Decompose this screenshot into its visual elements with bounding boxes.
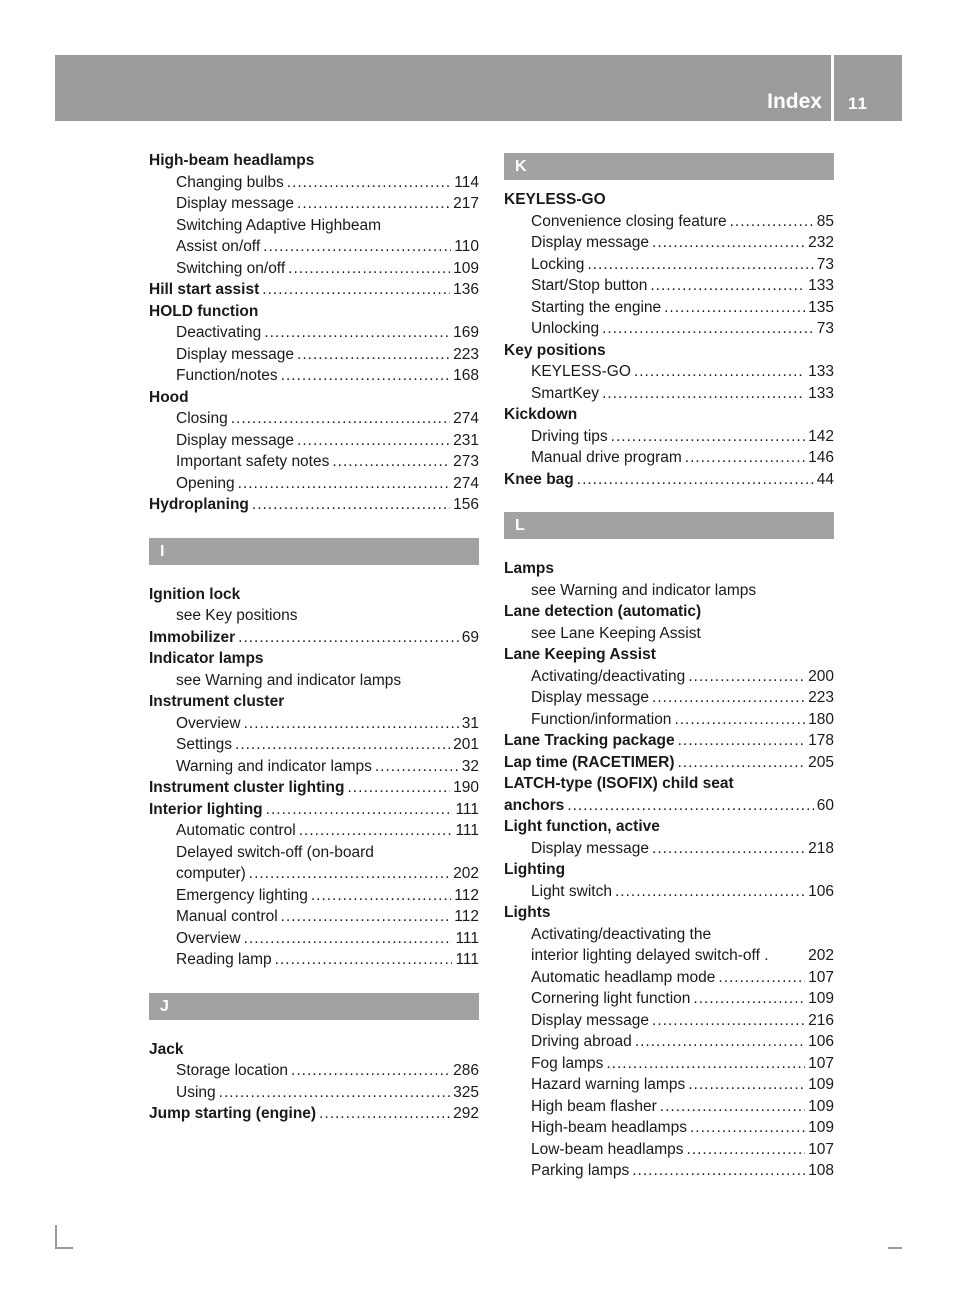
entry-label: Jump starting (engine) <box>149 1105 317 1122</box>
index-subentry <box>504 1031 834 1053</box>
index-subentry <box>504 232 834 254</box>
dot-leader <box>299 820 453 842</box>
dot-leader <box>602 318 814 340</box>
index-subentry <box>149 756 479 778</box>
entry-label: Locking <box>531 255 585 273</box>
entry-label: Instrument cluster <box>149 693 285 710</box>
entry-label: Overview <box>176 714 241 732</box>
entry-page-number: 114 <box>454 173 479 191</box>
entry-label: HOLD function <box>149 302 259 320</box>
index-subentry <box>149 863 479 885</box>
index-entry <box>504 730 834 752</box>
dot-leader <box>660 1096 805 1118</box>
dot-leader <box>262 279 450 301</box>
index-subentry <box>504 1010 834 1032</box>
index-section <box>149 993 479 1125</box>
index-subentry <box>149 215 479 237</box>
entry-label: Display message <box>176 345 295 363</box>
entry-label: Storage location <box>176 1062 289 1079</box>
entry-page-number: 202 <box>453 865 479 882</box>
entry-label: Overview <box>176 929 241 947</box>
entry-page-number: 108 <box>808 1162 834 1179</box>
index-column-left <box>149 150 479 1125</box>
index-subentry <box>149 906 479 928</box>
index-entry <box>149 150 479 172</box>
index-subentry <box>149 734 479 756</box>
index-subentry <box>149 1060 479 1082</box>
dot-leader <box>264 322 450 344</box>
index-subentry <box>504 687 834 709</box>
index-entry <box>149 279 479 301</box>
entry-page-number: 274 <box>453 474 479 492</box>
index-subentry <box>149 949 479 971</box>
dot-leader <box>650 275 805 297</box>
entry-page-number: 133 <box>808 363 834 380</box>
entry-page-number: 31 <box>461 714 479 732</box>
index-entry <box>504 601 834 623</box>
entry-page-number: 109 <box>808 1076 834 1093</box>
entry-label: Emergency lighting <box>176 886 308 904</box>
entry-label: Kickdown <box>504 406 578 423</box>
dot-leader <box>244 713 459 735</box>
index-subentry <box>149 605 479 627</box>
page-title: Index <box>767 90 822 113</box>
entry-label: SmartKey <box>531 384 600 402</box>
dot-leader <box>332 451 450 473</box>
dot-leader <box>319 1103 450 1125</box>
dot-leader <box>718 967 805 989</box>
page-number: 11 <box>848 94 868 113</box>
entry-label: Lighting <box>504 861 566 878</box>
entry-label: Lap time (RACETIMER) <box>504 753 675 771</box>
entry-page-number: 107 <box>808 1054 834 1072</box>
crop-mark-bottom-right <box>888 1247 902 1249</box>
entry-label: Manual drive program <box>531 449 682 466</box>
entry-page-number: 73 <box>816 320 834 337</box>
index-subentry <box>504 1053 834 1075</box>
entry-page-number: 216 <box>808 1011 834 1029</box>
entry-label: Changing bulbs <box>176 173 284 191</box>
section-letter-heading: L <box>504 512 834 539</box>
entry-page-number: 205 <box>808 753 834 771</box>
entry-label: Hill start assist <box>149 281 260 298</box>
index-subentry <box>504 211 834 233</box>
entry-label: High beam flasher <box>531 1097 657 1115</box>
index-subentry <box>504 1096 834 1118</box>
entry-page-number: 111 <box>455 800 479 818</box>
entry-label: Lights <box>504 904 551 921</box>
entry-label: Ignition lock <box>149 585 241 603</box>
index-entry <box>504 469 834 491</box>
entry-label: Immobilizer <box>149 628 236 646</box>
dot-leader <box>238 627 459 649</box>
entry-label: Instrument cluster lighting <box>149 779 345 796</box>
entry-label: Light switch <box>531 882 612 900</box>
entry-label: Low-beam headlamps <box>531 1140 684 1158</box>
entry-label: Hood <box>149 388 189 406</box>
entry-page-number: 273 <box>453 453 479 470</box>
dot-leader <box>685 447 805 469</box>
dot-leader <box>567 795 813 817</box>
entry-label: Display message <box>531 839 650 857</box>
index-entry <box>149 301 479 323</box>
entry-label: Function/notes <box>176 367 278 384</box>
index-subentry <box>504 1074 834 1096</box>
index-entry <box>504 404 834 426</box>
dot-leader <box>674 709 805 731</box>
index-entry <box>504 859 834 881</box>
dot-leader <box>615 881 805 903</box>
entry-page-number: 169 <box>453 324 479 341</box>
entry-label: Activating/deactivating the <box>531 925 712 943</box>
dot-leader <box>235 734 450 756</box>
entry-page-number: 112 <box>454 908 479 925</box>
entry-label: Activating/deactivating <box>531 667 686 685</box>
entry-label: Assist on/off <box>176 238 261 255</box>
entry-page-number: 200 <box>808 667 834 685</box>
index-subentry <box>149 322 479 344</box>
entry-label: Automatic control <box>176 822 296 839</box>
dot-leader <box>244 928 453 950</box>
index-subentry <box>149 344 479 366</box>
dot-leader <box>606 1053 805 1075</box>
dot-leader <box>252 494 450 516</box>
entry-label: Starting the engine <box>531 298 662 316</box>
index-subentry <box>149 473 479 495</box>
index-entry <box>149 691 479 713</box>
entry-label: Light function, active <box>504 818 660 835</box>
index-entry <box>149 648 479 670</box>
index-column-right <box>504 150 834 1182</box>
dot-leader <box>281 906 452 928</box>
dot-leader <box>652 687 805 709</box>
entry-page-number: 180 <box>808 710 834 728</box>
entry-label: Closing <box>176 410 228 427</box>
dot-leader <box>687 1139 806 1161</box>
index-subentry <box>504 297 834 319</box>
index-subentry <box>504 945 834 967</box>
index-entry <box>149 387 479 409</box>
entry-label: computer) <box>176 865 246 882</box>
dot-leader <box>664 297 805 319</box>
dot-leader <box>219 1082 450 1104</box>
entry-label: KEYLESS-GO <box>531 363 631 380</box>
index-subentry <box>149 172 479 194</box>
dot-leader <box>587 254 813 276</box>
index-subentry <box>504 580 834 602</box>
dot-leader <box>688 666 805 688</box>
index-entry <box>149 584 479 606</box>
dot-leader <box>693 988 805 1010</box>
dot-leader <box>238 473 451 495</box>
index-subentry <box>504 881 834 903</box>
entry-page-number: 107 <box>808 968 834 986</box>
entry-label: Delayed switch-off (on-board <box>176 843 374 861</box>
dot-leader <box>635 1031 805 1053</box>
entry-label: Indicator lamps <box>149 650 264 667</box>
entry-page-number: 44 <box>816 470 834 488</box>
index-subentry <box>149 820 479 842</box>
index-subentry <box>504 1117 834 1139</box>
entry-page-number: 218 <box>808 839 834 857</box>
index-entry <box>504 340 834 362</box>
index-section <box>149 150 479 516</box>
index-subentry <box>504 426 834 448</box>
entry-label: Function/information <box>531 710 672 728</box>
entry-label: Hazard warning lamps <box>531 1076 686 1093</box>
entry-page-number: 109 <box>808 1097 834 1115</box>
index-subentry <box>504 838 834 860</box>
entry-label: see Lane Keeping Assist <box>531 624 701 642</box>
entry-page-number: 146 <box>808 449 834 466</box>
index-subentry <box>149 408 479 430</box>
entry-page-number: 111 <box>455 951 479 968</box>
dot-leader <box>375 756 459 778</box>
entry-label: Key positions <box>504 341 606 359</box>
entry-label: High-beam headlamps <box>149 152 315 169</box>
entry-label: Manual control <box>176 908 278 925</box>
index-subentry <box>149 842 479 864</box>
entry-page-number: 133 <box>808 277 834 294</box>
dot-leader <box>291 1060 450 1082</box>
entry-label: Driving tips <box>531 427 608 445</box>
entry-page-number: 111 <box>455 822 479 839</box>
index-subentry <box>504 254 834 276</box>
dot-leader <box>297 193 450 215</box>
dot-leader <box>249 863 450 885</box>
entry-label: High-beam headlamps <box>531 1119 687 1136</box>
index-subentry <box>504 1139 834 1161</box>
entry-label: Switching Adaptive Highbeam <box>176 216 382 234</box>
entry-page-number: 111 <box>455 929 479 947</box>
entry-page-number: 136 <box>453 281 479 298</box>
entry-page-number: 135 <box>808 298 834 316</box>
entry-label: Driving abroad <box>531 1033 632 1050</box>
dot-leader <box>688 1074 805 1096</box>
entry-label: Lamps <box>504 560 554 577</box>
dot-leader <box>266 799 453 821</box>
index-entry <box>149 1103 479 1125</box>
entry-label: Warning and indicator lamps <box>176 757 372 775</box>
entry-label: see Warning and indicator lamps <box>531 581 757 599</box>
section-letter-heading: K <box>504 153 834 180</box>
index-subentry <box>149 1082 479 1104</box>
index-entry <box>504 189 834 211</box>
entry-page-number: 231 <box>453 431 479 449</box>
section-letter-heading: J <box>149 993 479 1020</box>
entry-page-number: 217 <box>453 195 479 212</box>
entry-page-number: 292 <box>453 1105 479 1122</box>
entry-label: Cornering light function <box>531 990 691 1007</box>
entry-label: Display message <box>531 1011 650 1029</box>
crop-mark-bottom-left-vertical <box>55 1225 57 1249</box>
entry-page-number: 286 <box>453 1062 479 1079</box>
entry-page-number: 201 <box>453 736 479 753</box>
dot-leader <box>231 408 450 430</box>
index-subentry <box>149 928 479 950</box>
entry-page-number: 168 <box>453 367 479 384</box>
entry-page-number: 109 <box>453 259 479 277</box>
dot-leader <box>263 236 451 258</box>
entry-label: Display message <box>176 195 295 212</box>
entry-label: Settings <box>176 736 233 753</box>
section-letter-heading: I <box>149 538 479 565</box>
dot-leader <box>678 730 806 752</box>
entry-page-number: 274 <box>453 410 479 427</box>
entry-page-number: 178 <box>808 732 834 749</box>
entry-page-number: 156 <box>453 496 479 513</box>
dot-leader <box>632 1160 805 1182</box>
dot-leader <box>347 777 450 799</box>
crop-mark-bottom-left-horizontal <box>55 1247 73 1249</box>
entry-label: Deactivating <box>176 324 262 341</box>
entry-label: Automatic headlamp mode <box>531 968 716 986</box>
index-entry <box>504 773 834 795</box>
index-entry <box>149 777 479 799</box>
entry-page-number: 142 <box>808 427 834 445</box>
entry-page-number: 106 <box>808 1033 834 1050</box>
entry-label: Fog lamps <box>531 1054 604 1072</box>
entry-label: Start/Stop button <box>531 277 648 294</box>
entry-label: Display message <box>176 431 295 449</box>
entry-label: Lane detection (automatic) <box>504 603 702 620</box>
entry-page-number: 109 <box>808 1119 834 1136</box>
entry-label: Switching on/off <box>176 259 286 277</box>
entry-page-number: 325 <box>453 1083 479 1101</box>
entry-page-number: 109 <box>808 990 834 1007</box>
index-subentry <box>504 988 834 1010</box>
index-subentry <box>149 258 479 280</box>
index-entry <box>149 627 479 649</box>
index-section <box>504 153 834 490</box>
index-subentry <box>504 383 834 405</box>
dot-leader <box>297 430 450 452</box>
entry-label: Important safety notes <box>176 453 330 470</box>
dot-leader <box>281 365 450 387</box>
index-entry <box>149 494 479 516</box>
dot-leader <box>690 1117 805 1139</box>
entry-page-number: 32 <box>461 757 479 775</box>
entry-label: Opening <box>176 474 235 492</box>
entry-page-number: 133 <box>808 384 834 402</box>
entry-label: Display message <box>531 689 650 706</box>
dot-leader <box>730 211 814 233</box>
index-entry <box>504 644 834 666</box>
index-subentry <box>149 670 479 692</box>
index-subentry <box>504 967 834 989</box>
dot-leader <box>611 426 805 448</box>
dot-leader <box>311 885 451 907</box>
entry-page-number: 223 <box>453 345 479 363</box>
entry-page-number: 190 <box>453 779 479 796</box>
entry-label: interior lighting delayed switch-off . <box>531 947 769 964</box>
index-entry <box>504 795 834 817</box>
entry-page-number: 107 <box>808 1140 834 1158</box>
entry-page-number: 112 <box>454 886 479 904</box>
entry-page-number: 232 <box>808 234 834 251</box>
dot-leader <box>288 258 450 280</box>
entry-label: Lane Tracking package <box>504 732 675 749</box>
dot-leader <box>634 361 805 383</box>
entry-label: see Warning and indicator lamps <box>176 671 402 689</box>
entry-label: Reading lamp <box>176 951 272 968</box>
dot-leader <box>602 383 805 405</box>
index-entry <box>504 902 834 924</box>
entry-label: Display message <box>531 234 650 251</box>
index-section <box>149 538 479 971</box>
index-entry <box>149 799 479 821</box>
entry-page-number: 73 <box>816 255 834 273</box>
entry-page-number: 202 <box>808 947 834 964</box>
index-entry <box>504 558 834 580</box>
index-subentry <box>149 451 479 473</box>
entry-label: LATCH-type (ISOFIX) child seat <box>504 775 734 792</box>
entry-page-number: 85 <box>816 212 834 230</box>
index-subentry <box>504 318 834 340</box>
dot-leader <box>297 344 450 366</box>
index-subentry <box>504 623 834 645</box>
index-section <box>504 512 834 1182</box>
entry-page-number: 223 <box>808 689 834 706</box>
entry-label: Using <box>176 1083 216 1101</box>
index-subentry <box>149 713 479 735</box>
index-subentry <box>149 430 479 452</box>
entry-page-number: 60 <box>816 796 834 814</box>
index-subentry <box>504 924 834 946</box>
index-entry <box>504 816 834 838</box>
dot-leader <box>275 949 453 971</box>
index-subentry <box>149 365 479 387</box>
dot-leader <box>287 172 452 194</box>
entry-label: Parking lamps <box>531 1162 630 1179</box>
dot-leader <box>577 469 814 491</box>
index-entry <box>504 752 834 774</box>
index-subentry <box>149 885 479 907</box>
header-separator <box>831 55 834 121</box>
entry-page-number: 106 <box>808 882 834 900</box>
entry-label: anchors <box>504 796 565 814</box>
entry-label: Lane Keeping Assist <box>504 646 656 663</box>
index-subentry <box>149 193 479 215</box>
entry-label: KEYLESS-GO <box>504 191 606 208</box>
index-subentry <box>504 275 834 297</box>
index-subentry <box>504 1160 834 1182</box>
entry-label: Convenience closing feature <box>531 212 727 230</box>
index-subentry <box>504 709 834 731</box>
entry-label: Unlocking <box>531 320 600 337</box>
index-subentry <box>504 666 834 688</box>
index-entry <box>149 1039 479 1061</box>
index-subentry <box>149 236 479 258</box>
entry-page-number: 69 <box>461 628 479 646</box>
index-subentry <box>504 361 834 383</box>
entry-page-number: 110 <box>454 238 479 255</box>
dot-leader <box>652 838 805 860</box>
entry-label: see Key positions <box>176 607 298 624</box>
index-subentry <box>504 447 834 469</box>
entry-label: Interior lighting <box>149 800 263 818</box>
dot-leader <box>652 1010 805 1032</box>
entry-label: Jack <box>149 1040 184 1058</box>
dot-leader <box>652 232 805 254</box>
entry-label: Knee bag <box>504 470 574 488</box>
entry-label: Hydroplaning <box>149 496 249 513</box>
dot-leader <box>678 752 806 774</box>
